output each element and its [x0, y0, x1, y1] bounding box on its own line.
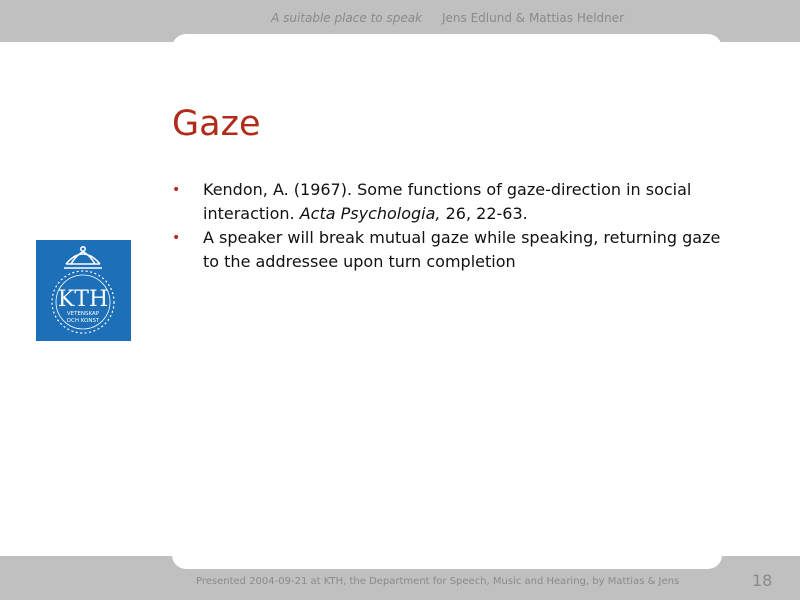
- page-number: 18: [752, 571, 773, 590]
- bullet-item: [172, 178, 722, 226]
- logo-sub-line1: VETENSKAP: [66, 311, 100, 317]
- kth-logo: [36, 240, 131, 341]
- logo-main-text: KTH: [57, 287, 109, 312]
- bullet-list: [172, 178, 722, 274]
- bullet-icon: •: [172, 182, 181, 198]
- header-title: A suitable place to speak: [271, 11, 422, 25]
- header-authors: Jens Edlund & Mattias Heldner: [442, 11, 625, 25]
- slide-title: Gaze: [172, 104, 261, 144]
- logo-sub-line2: OCH KONST: [66, 318, 100, 324]
- bullet-text: A speaker will break mutual gaze while speaking, returning gaze to the addressee upon turn completion: [203, 228, 721, 271]
- bullet-text: Kendon, A. (1967). Some functions of gaze-direction in social interaction. Acta Psychologia, 26, 22-63.: [203, 180, 692, 223]
- footer-text: Presented 2004-09-21 at KTH, the Department for Speech, Music and Hearing, by Mattias & Jens: [196, 576, 680, 587]
- bullet-icon: •: [172, 230, 181, 246]
- bullet-item: [172, 226, 722, 274]
